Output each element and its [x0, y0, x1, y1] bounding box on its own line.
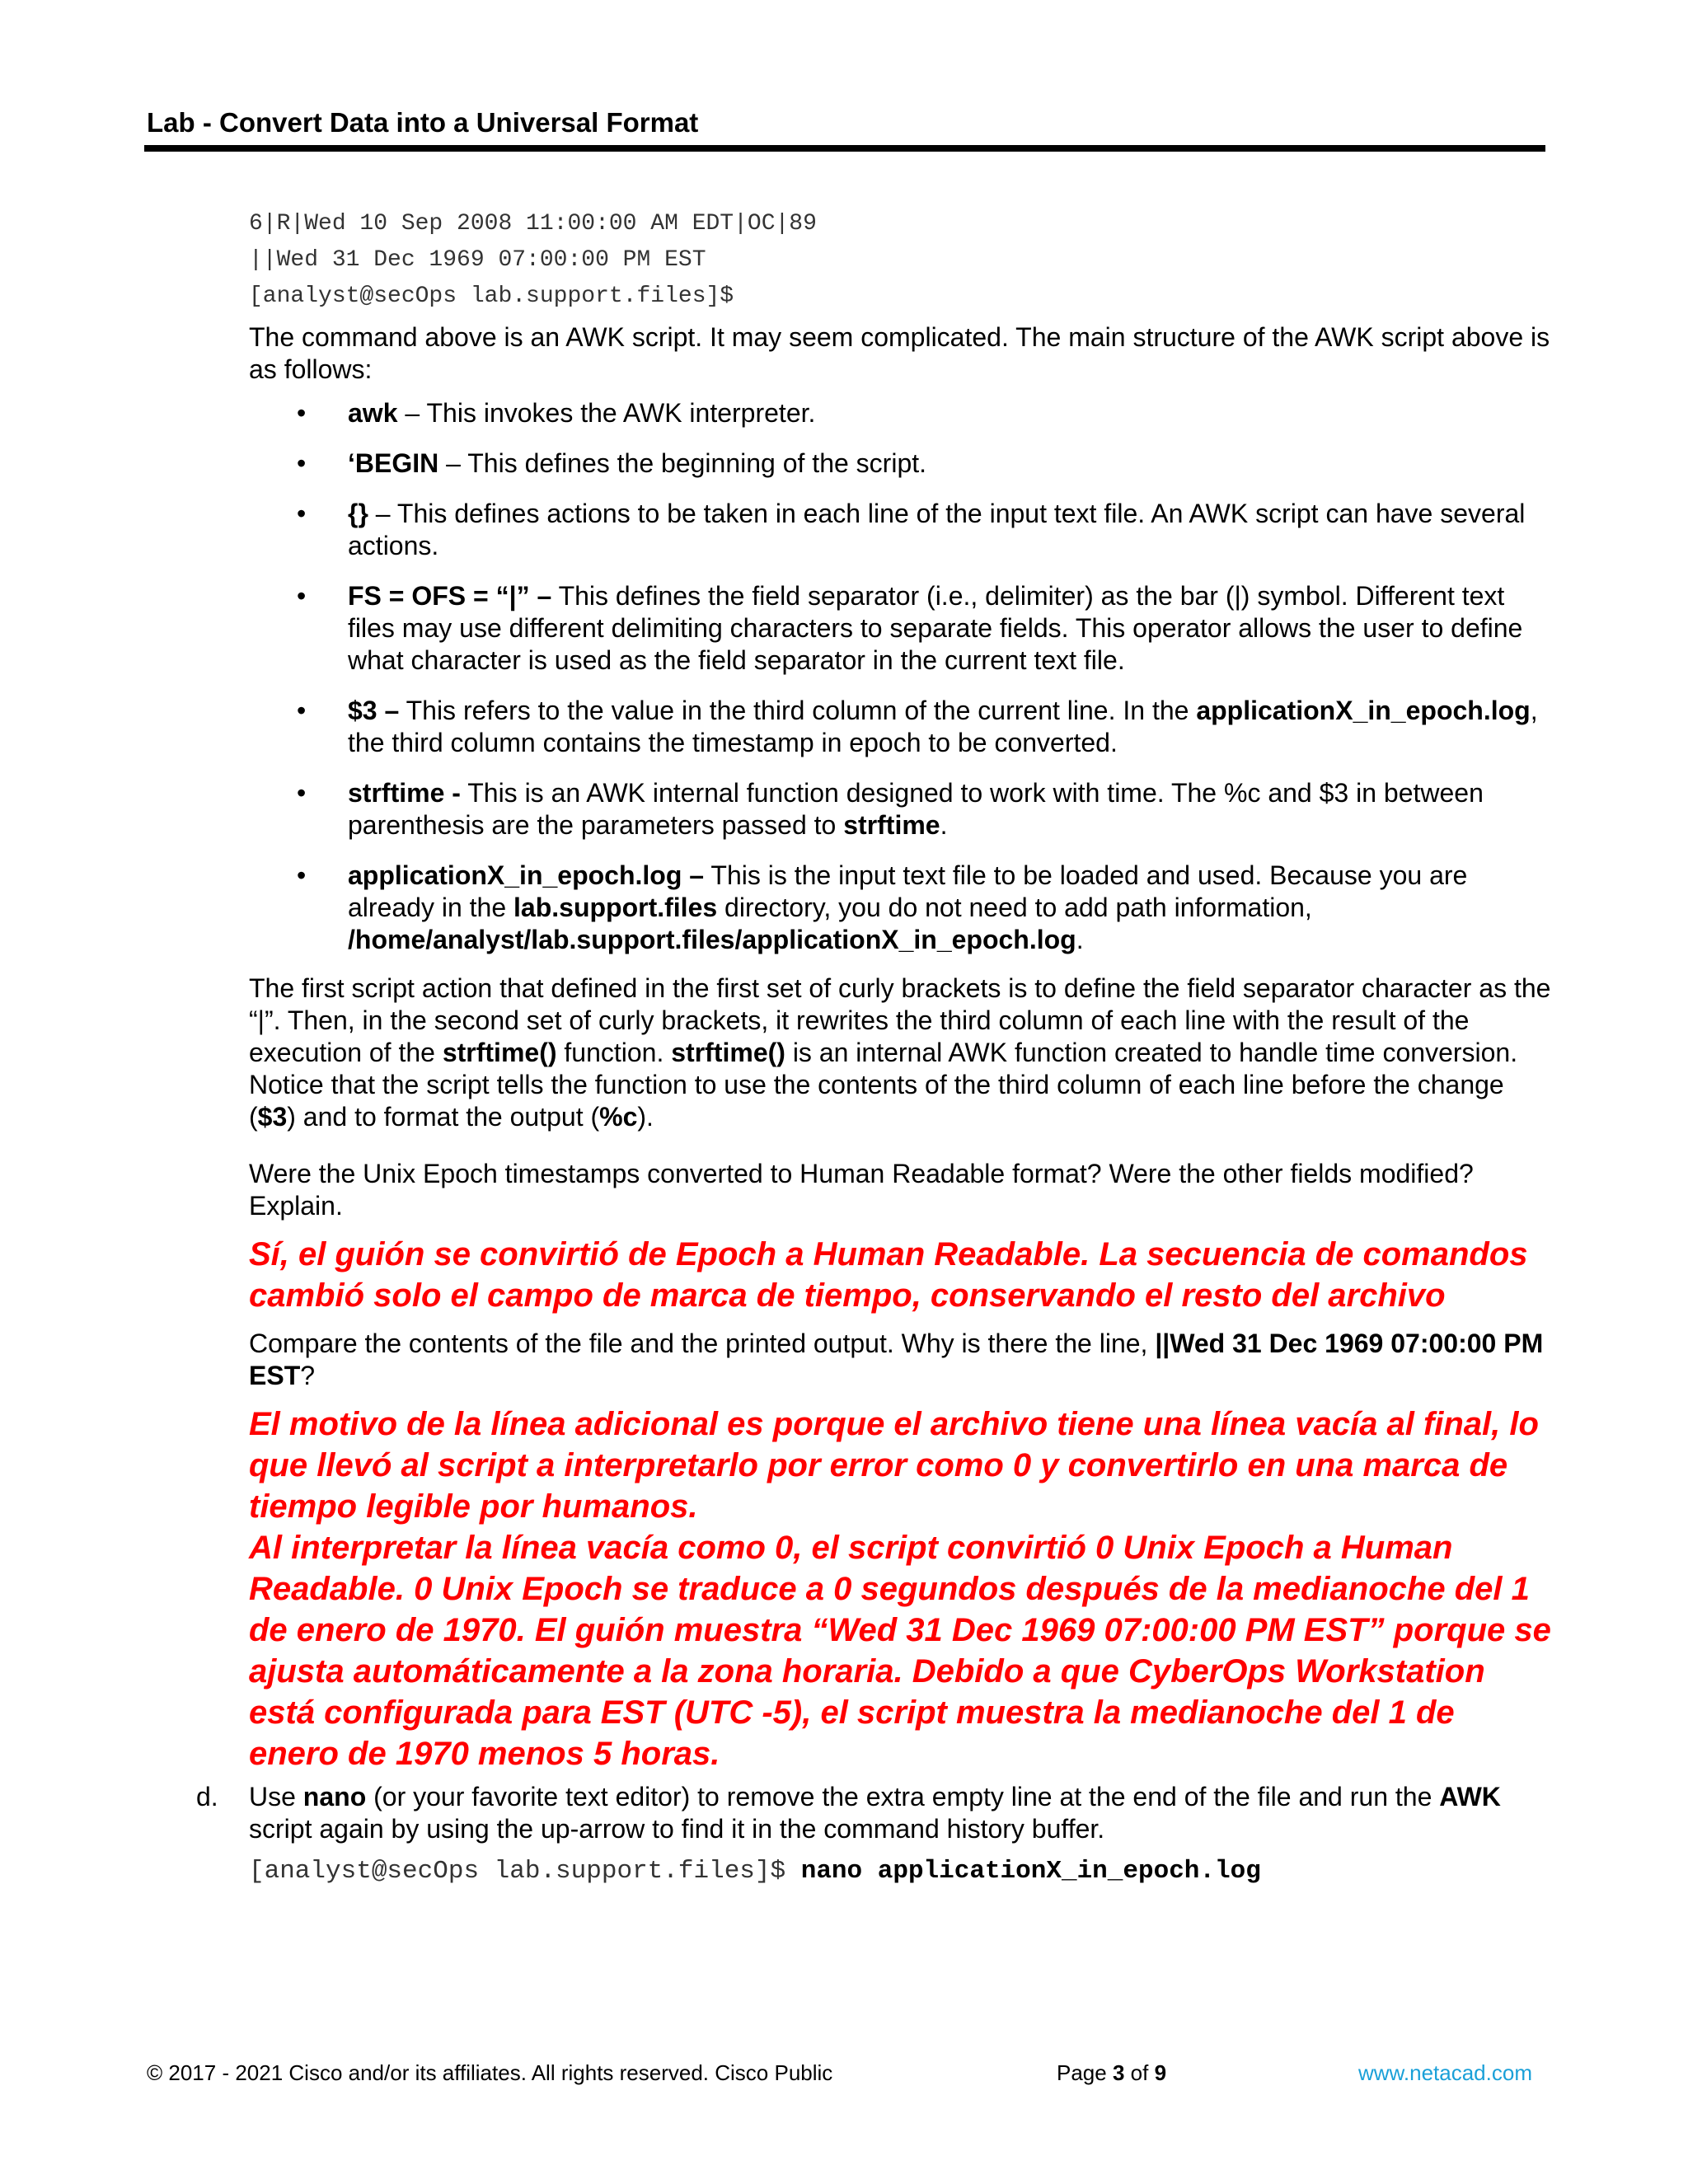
list-item [249, 777, 1551, 841]
question-text: Compare the contents of the file and the printed output. Why is there the line, [249, 1329, 1156, 1358]
awk-structure-list [249, 397, 1551, 956]
bullet-text: This defines the beginning of the script. [467, 448, 927, 478]
code-block-top [249, 206, 1551, 315]
bullet-term: awk [348, 398, 398, 428]
bullet-text: This invokes the AWK interpreter. [426, 398, 816, 428]
answer-paragraph: Al interpretar la línea vacía como 0, el script convirtió 0 Unix Epoch a Human Readable. 0 Unix Epoch se traduce a 0 segundos después de la medianoche del 1 de enero de 1970. El guión muestra “Wed 31 Dec 1969 07:00:00 PM EST” porque se ajusta automáticamente a la zona horaria. Debido a que CyberOps Workstation está configurada para EST (UTC -5), el script muestra la medianoche del 1 de enero de 1970 menos 5 horas. [249, 1530, 1551, 1772]
page-label: Page [1057, 2060, 1113, 2085]
para-bold: $3 [257, 1102, 288, 1132]
footer-website-link[interactable]: www.netacad.com [1358, 2060, 1532, 2085]
bullet-text: This defines the field separator (i.e., delimiter) as the bar (|) symbol. Different text files may use different delimiting characters to separate fields. This operator allows the user to define what character is used as the field separator in the current text file. [348, 581, 1523, 675]
step-part: script again by using the up-arrow to find it in the command history buffer. [249, 1814, 1105, 1844]
explanation-paragraph [249, 972, 1551, 1133]
question-bold: ||Wed 31 Dec 1969 07:00:00 PM EST [249, 1329, 1544, 1390]
header-divider [144, 145, 1545, 152]
bullet-text: . [1076, 925, 1084, 954]
bullet-sep [399, 696, 406, 725]
bullet-term: lab.support.files [513, 893, 718, 922]
shell-prompt: [analyst@secOps lab.support.files]$ [249, 1857, 801, 1886]
bullet-icon: • [297, 778, 307, 808]
list-item [249, 860, 1551, 956]
step-bold: nano [302, 1782, 367, 1811]
list-item [249, 695, 1551, 759]
bullet-sep [551, 581, 558, 611]
bullet-text: , the third column contains the timestamp in epoch to be converted. [348, 696, 1538, 757]
list-item [249, 498, 1551, 562]
para-text: function. [556, 1038, 672, 1067]
bullet-term: $3 – [348, 696, 400, 725]
bullet-text: This is the input text file to be loaded and used. Because you are already in the [348, 860, 1468, 922]
bullet-sep: – [368, 499, 397, 528]
page-content [196, 206, 1551, 1886]
para-text: The first script action that defined in the first set of curly brackets is to define the field separator character as the “|”. Then, in the second set of curly brackets, it rewrites the third column of each line with the result of the execution of the [249, 973, 1551, 1067]
para-bold: strftime() [671, 1038, 785, 1067]
step-part: (or your favorite text editor) to remove the extra empty line at the end of the file and run the [366, 1782, 1440, 1811]
bullet-text: This defines actions to be taken in each line of the input text file. An AWK script can have several actions. [348, 499, 1526, 560]
answer-1: Sí, el guión se convirtió de Epoch a Human Readable. La secuencia de comandos cambió solo el campo de marca de tiempo, conservando el resto del archivo [249, 1236, 1528, 1314]
page-of: of [1124, 2060, 1155, 2085]
shell-command: nano applicationX_in_epoch.log [800, 1857, 1261, 1886]
footer-page-number [1057, 2060, 1166, 2086]
bullet-term: strftime [843, 810, 940, 840]
answer-paragraph: El motivo de la línea adicional es porque el archivo tiene una línea vacía al final, lo que llevó al script a interpretarlo por error como 0 y convertirlo en una marca de tiempo legible por humanos. [249, 1406, 1539, 1525]
bullet-icon: • [297, 398, 307, 428]
question-text: ? [300, 1361, 316, 1390]
code-line: [analyst@secOps lab.support.files]$ [249, 284, 734, 309]
page-current: 3 [1112, 2060, 1125, 2085]
step-d [196, 1781, 1551, 1886]
bullet-term: applicationX_in_epoch.log [1196, 696, 1531, 725]
list-item [249, 397, 1551, 429]
bullet-text: This is an AWK internal function designed to work with time. The %c and $3 in between parenthesis are the parameters passed to [348, 778, 1484, 840]
bullet-term: strftime - [348, 778, 461, 808]
bullet-text: . [940, 810, 948, 840]
bullet-icon: • [297, 860, 307, 890]
header-title: Lab - Convert Data into a Universal Format [147, 107, 699, 138]
list-item [249, 580, 1551, 677]
list-item [249, 448, 1551, 480]
bullet-term: {} [348, 499, 368, 528]
step-part: Use [249, 1782, 303, 1811]
question-2 [249, 1328, 1551, 1392]
para-text: ). [637, 1102, 654, 1132]
bullet-term: /home/analyst/lab.support.files/applicationX_in_epoch.log [348, 925, 1076, 954]
code-line: ||Wed 31 Dec 1969 07:00:00 PM EST [249, 247, 706, 273]
step-text [249, 1781, 1551, 1845]
para-bold: strftime() [442, 1038, 557, 1067]
page-total: 9 [1154, 2060, 1167, 2085]
bullet-text: This refers to the value in the third column of the current line. In the [406, 696, 1197, 725]
bullet-sep: – [438, 448, 468, 478]
para-text: is an internal AWK function created to handle time conversion. Notice that the script tells the function to use the contents of the third column of each line before the change ( [249, 1038, 1518, 1132]
question-1: Were the Unix Epoch timestamps converted to Human Readable format? Were the other fields modified? Explain. [249, 1159, 1474, 1221]
bullet-term: ‘BEGIN [348, 448, 439, 478]
bullet-sep: – [397, 398, 427, 428]
bullet-text: directory, you do not need to add path information, [717, 893, 1312, 922]
command-line [249, 1857, 1551, 1886]
footer-copyright: © 2017 - 2021 Cisco and/or its affiliates. All rights reserved. Cisco Public [147, 2060, 833, 2085]
intro-paragraph: The command above is an AWK script. It may seem complicated. The main structure of the AWK script above is as follows: [249, 322, 1550, 384]
bullet-icon: • [297, 696, 307, 725]
step-bold: AWK [1439, 1782, 1501, 1811]
code-line: 6|R|Wed 10 Sep 2008 11:00:00 AM EDT|OC|89 [249, 211, 817, 237]
bullet-icon: • [297, 581, 307, 611]
bullet-icon: • [297, 499, 307, 528]
answer-2 [249, 1404, 1551, 1774]
para-bold: %c [599, 1102, 638, 1132]
bullet-term: FS = OFS = “|” – [348, 581, 552, 611]
para-text: ) and to format the output ( [287, 1102, 600, 1132]
bullet-term: applicationX_in_epoch.log – [348, 860, 705, 890]
step-letter: d. [196, 1782, 218, 1811]
bullet-icon: • [297, 448, 307, 478]
bullet-sep [461, 778, 467, 808]
